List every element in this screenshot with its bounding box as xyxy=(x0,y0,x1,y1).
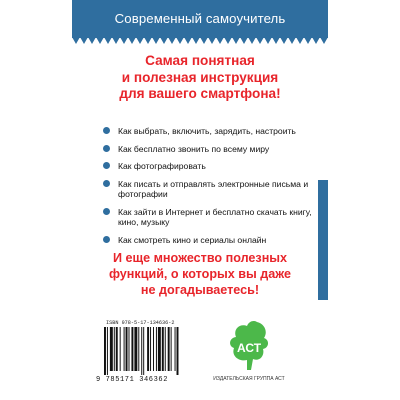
series-header xyxy=(72,0,328,38)
feature-item xyxy=(103,235,318,245)
bullet-dot-icon xyxy=(103,236,110,243)
barcode-icon xyxy=(104,327,188,375)
feature-item xyxy=(103,126,318,136)
headline-line: и полезная инструкция xyxy=(121,69,279,85)
feature-item xyxy=(103,179,318,200)
barcode-digits: 9 785171 346362 xyxy=(96,376,169,384)
feature-item xyxy=(103,161,318,171)
bullet-dot-icon xyxy=(103,162,110,169)
publisher-name: ИЗДАТЕЛЬСКАЯ ГРУППА АСТ xyxy=(213,376,285,382)
barcode-block xyxy=(96,320,192,386)
publisher-block xyxy=(209,318,289,388)
closing-line: не догадываетесь! xyxy=(140,282,260,297)
bullet-dot-icon xyxy=(103,127,110,134)
closing-text xyxy=(72,251,328,298)
headline-line: для вашего смартфона! xyxy=(119,86,281,101)
feature-text: Как смотреть кино и сериалы онлайн xyxy=(118,234,267,245)
closing-line: функций, о которых вы даже xyxy=(108,266,292,281)
headline-line: Самая понятная xyxy=(145,53,255,68)
feature-text: Как фотографировать xyxy=(118,161,206,172)
header-zigzag-edge xyxy=(72,37,328,45)
feature-item xyxy=(103,207,318,228)
bullet-dot-icon xyxy=(103,180,110,187)
bullet-dot-icon xyxy=(103,208,110,215)
feature-text: Как писать и отправлять электронные письма и фотографии xyxy=(118,178,309,200)
publisher-logo-icon xyxy=(227,318,271,376)
feature-item xyxy=(103,144,318,154)
feature-text: Как бесплатно звонить по всему миру xyxy=(118,143,270,154)
feature-text: Как зайти в Интернет и бесплатно скачать книгу, кино, музыку xyxy=(118,206,312,228)
closing-line: И еще множество полезных xyxy=(112,251,288,265)
bullet-dot-icon xyxy=(103,145,110,152)
feature-text: Как выбрать, включить, зарядить, настроить xyxy=(118,126,296,136)
feature-list xyxy=(103,126,318,252)
headline xyxy=(72,53,328,103)
series-title: Современный самоучитель xyxy=(114,11,286,26)
svg-text:АСТ: АСТ xyxy=(236,341,262,355)
isbn-text: ISBN 978-5-17-134636-2 xyxy=(106,320,175,326)
book-back-cover xyxy=(72,0,328,400)
